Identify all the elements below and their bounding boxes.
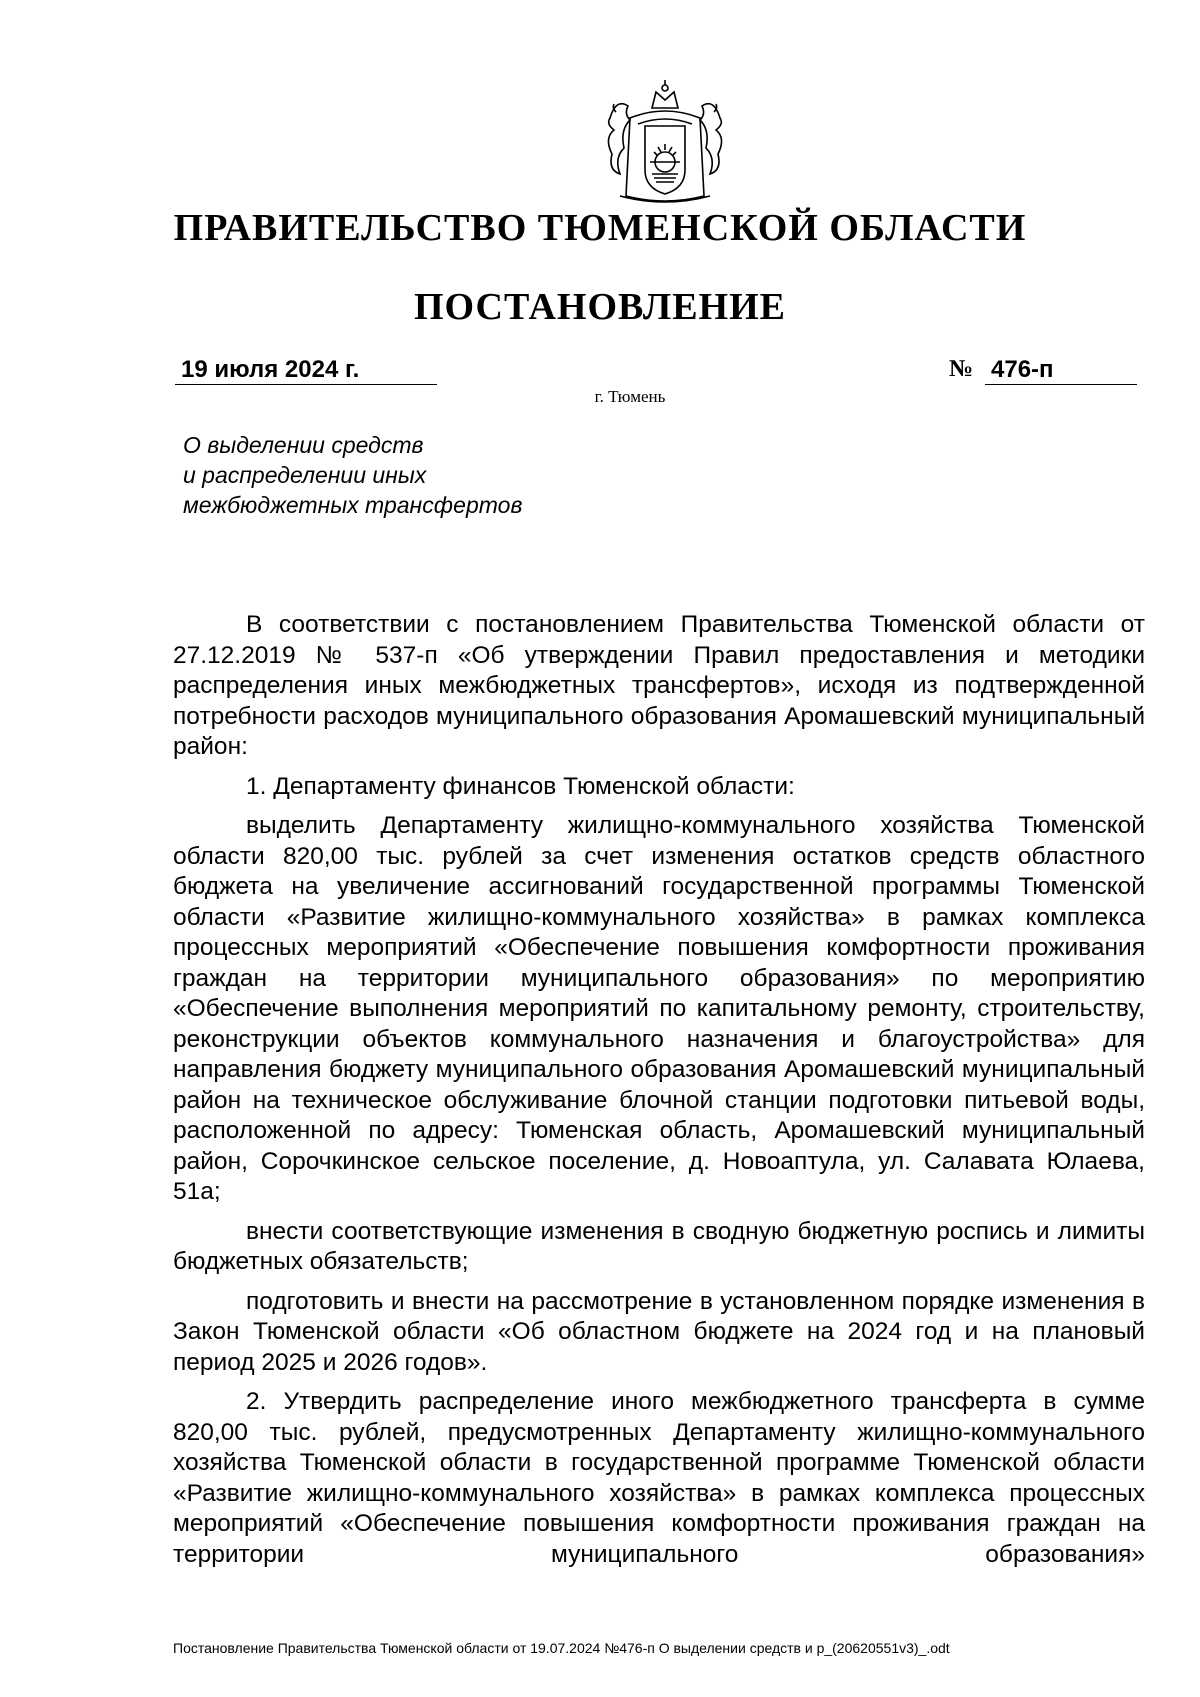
document-body [173, 610, 1145, 1579]
subject-line: О выделении средств [183, 432, 424, 458]
body-paragraph: выделить Департаменту жилищно-коммунального хозяйства Тюменской области 820,00 тыс. рублей за счет изменения остатков средств областного бюджета на увеличение ассигнований государственной программы Тюменской области «Развитие жилищно-коммунального хозяйства» в рамках комплекса процессных мероприятий «Обеспечение повышения комфортности проживания граждан на территории муниципального образования» по мероприятию «Обеспечение выполнения мероприятий по капитальному ремонту, строительству, реконструкции объектов коммунального назначения и благоустройства» для направления бюджету муниципального образования Аромашевский муниципальный район на техническое обслуживание блочной станции подготовки питьевой воды, расположенной по адресу: Тюменская область, Аромашевский муниципальный район, Сорочкинское сельское поселение, д. Новоаптула, ул. Салавата Юлаева, 51а; [173, 812, 1145, 1205]
subject-line: и распределении иных [183, 462, 427, 488]
coat-of-arms-icon [590, 78, 740, 208]
organization-title: ПРАВИТЕЛЬСТВО ТЮМЕНСКОЙ ОБЛАСТИ [173, 207, 1027, 249]
subject-line: межбюджетных трансфертов [183, 492, 523, 518]
body-paragraph: внести соответствующие изменения в сводную бюджетную роспись и лимиты бюджетных обязательств; [173, 1217, 1145, 1275]
document-number: 476-п [985, 356, 1137, 385]
body-paragraph: подготовить и внести на рассмотрение в установленном порядке изменения в Закон Тюменской области «Об областном бюджете на 2024 год и на плановый период 2025 и 2026 годов». [173, 1287, 1145, 1376]
document-subject [183, 430, 522, 520]
document-number-label: № [949, 356, 974, 382]
body-paragraph: 1. Департаменту финансов Тюменской области: [246, 772, 795, 800]
body-paragraph: В соответствии с постановлением Правительства Тюменской области от 27.12.2019 № 537-п «Об утверждении Правил предоставления и методики распределения иных межбюджетных трансфертов», исходя из подтвержденной потребности расходов муниципального образования Аромашевский муниципальный район: [173, 611, 1145, 760]
body-paragraph: 2. Утвердить распределение иного межбюджетного трансферта в сумме 820,00 тыс. рублей, предусмотренных Департаменту жилищно-коммунального хозяйства Тюменской области в государственной программе Тюменской области «Развитие жилищно-коммунального хозяйства» в рамках комплекса процессных мероприятий «Обеспечение повышения комфортности проживания граждан на территории муниципального образования» [173, 1388, 1145, 1568]
document-date: 19 июля 2024 г. [175, 356, 437, 385]
document-type-title: ПОСТАНОВЛЕНИЕ [413, 286, 787, 328]
document-city: г. Тюмень [594, 387, 666, 406]
document-footer: Постановление Правительства Тюменской области от 19.07.2024 №476-п О выделении средств и р_(20620551v3)_.odt [173, 1640, 950, 1656]
